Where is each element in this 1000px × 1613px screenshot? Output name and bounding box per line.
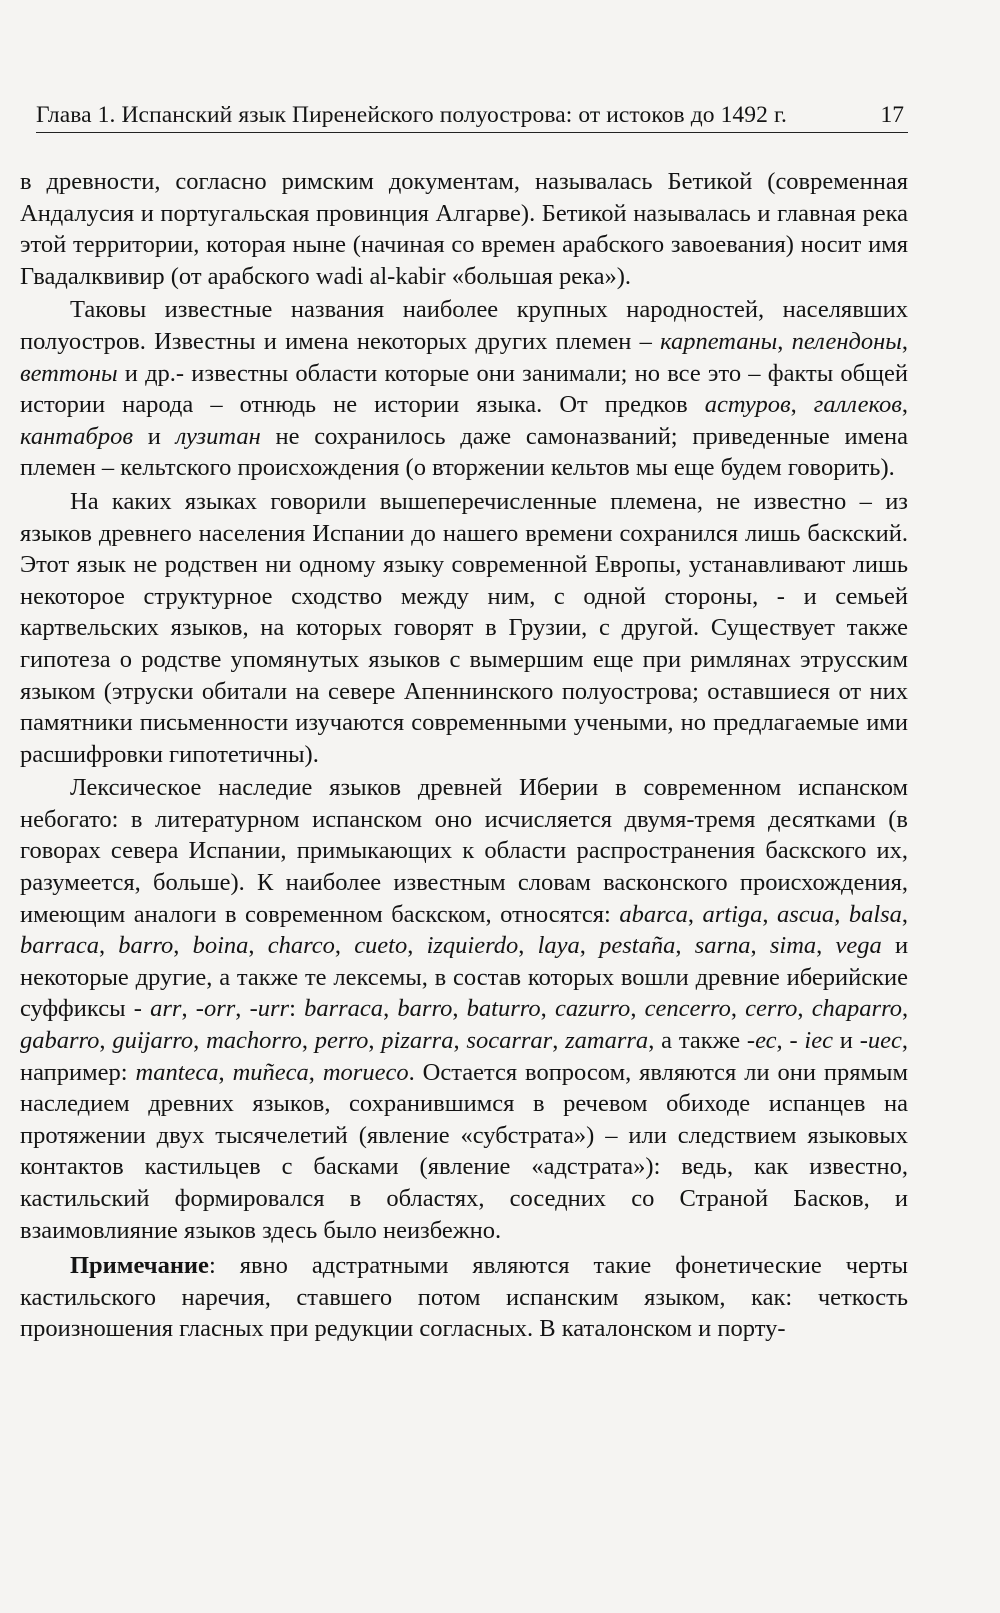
text-run: На каких языках говорили вышеперечисленные племена, не известно – из языков древнего населения Испании до нашего времени сохранился лишь баскский. Этот язык не родствен ни одному языку современной Европы, устанавливают лишь некоторое структурное сходство между ним, с одной стороны, - и семьей картвельских языков, на которых говорят в Грузии, с другой. Существует также гипотеза о родстве упомянутых языков с вымершим еще при римлянах этрусским языком (этруски обитали на севере Апеннинского полуострова; оставшиеся от них памятники письменности изучаются современными учеными, но предлагаемые ими расшифровки гипотетичны). xyxy=(20,487,908,768)
text-run: , xyxy=(452,995,467,1023)
italic-term: пелендоны xyxy=(791,327,902,355)
text-run: , xyxy=(540,995,555,1023)
italic-term: веттоны xyxy=(20,359,118,387)
italic-term: abarca xyxy=(619,900,688,928)
italic-term: лузитан xyxy=(175,422,261,450)
text-run: , xyxy=(407,932,427,960)
italic-term: balsa xyxy=(848,900,902,928)
running-header xyxy=(36,96,908,133)
text-run: : xyxy=(289,995,305,1023)
italic-term: muñeca xyxy=(232,1058,309,1086)
text-run: , xyxy=(173,932,193,960)
text-run: , xyxy=(248,932,268,960)
italic-term: barraca xyxy=(20,932,99,960)
text-run: , xyxy=(193,1027,207,1055)
text-run: , xyxy=(790,391,814,419)
text-run: , xyxy=(901,327,909,355)
italic-term: кантабров xyxy=(20,422,133,450)
italic-term: perro xyxy=(314,1027,369,1055)
text-run: , xyxy=(99,1027,113,1055)
italic-term: -orr xyxy=(195,995,236,1023)
italic-term: morueco xyxy=(322,1058,409,1086)
italic-term: arr xyxy=(150,995,182,1023)
italic-term: cueto xyxy=(354,932,408,960)
text-run: , xyxy=(453,1027,467,1055)
text-run: , xyxy=(675,932,695,960)
paragraph xyxy=(20,772,908,1246)
paragraph xyxy=(20,294,908,484)
italic-term: boina xyxy=(192,932,249,960)
text-run: , xyxy=(797,995,812,1023)
italic-term: sima xyxy=(769,932,817,960)
italic-term: laya xyxy=(537,932,580,960)
italic-term: baturro xyxy=(466,995,541,1023)
text-run: не сохранилось даже самоназваний; приведенные имена племен – кельтского происхождения (о вторжении кельтов мы еще будем говорить). xyxy=(20,422,908,482)
body-text xyxy=(20,166,908,1347)
text-run: Лексическое наследие языков древней Иберии в современном испанском небогато: в литературном испанском оно исчисляется двумя-тремя десятками (в говорах севера Испании, примыкающих к области распространения баскского их, разумеется, больше). К наиболее известным словам васконского происхождения, имеющим аналоги в современном баскском, относятся: xyxy=(20,774,908,928)
paragraph xyxy=(20,486,908,770)
italic-term: izquierdo xyxy=(426,932,519,960)
text-run: , xyxy=(308,1058,323,1086)
italic-term: -uec xyxy=(859,1027,902,1055)
text-run: , xyxy=(518,932,538,960)
text-run: , xyxy=(579,932,600,960)
italic-term: barraca xyxy=(304,995,384,1023)
text-run: . Остается вопросом, являются ли они прямым наследием древних языков, сохранившимся в речевом обиходе испанцев на протяжении двух тысячелетий (явление «субстрата») – или следствием языковых контактов кастильцев с басками (явление «адстрата»): ведь, как известно, кастильский формировался в областях, соседних со Страной Басков, и взаимовлияние языков здесь было неизбежно. xyxy=(20,1058,908,1244)
text-run: , xyxy=(368,1027,382,1055)
italic-term: iec xyxy=(804,1027,833,1055)
text-run: , xyxy=(552,1027,566,1055)
page-number: 17 xyxy=(880,102,904,128)
italic-term: chaparro xyxy=(811,995,902,1023)
note-paragraph xyxy=(20,1250,908,1345)
text-run: , xyxy=(98,932,119,960)
text-run: , xyxy=(334,932,355,960)
text-run: , xyxy=(901,900,909,928)
text-run: , xyxy=(762,900,778,928)
text-run: , xyxy=(777,327,792,355)
chapter-title: Глава 1. Испанский язык Пиренейского полуострова: от истоков до 1492 г. xyxy=(36,102,788,128)
italic-term: астуров xyxy=(704,391,791,419)
text-run: : явно адстратными являются такие фонетические черты кастильского наречия, ставшего потом испанским языком, как: четкость произношения гласных при редукции согласных. В каталонском и порту- xyxy=(20,1252,908,1343)
paragraph xyxy=(20,166,908,292)
text-run: , xyxy=(181,995,196,1023)
italic-term: charco xyxy=(267,932,335,960)
text-run: , xyxy=(218,1058,233,1086)
italic-term: cazurro xyxy=(554,995,631,1023)
italic-term: machorro xyxy=(206,1027,302,1055)
text-run: , xyxy=(687,900,703,928)
italic-term: guijarro xyxy=(112,1027,194,1055)
text-run: и некоторые другие, а также те лексемы, в состав которых вошли древние иберийские суффиксы - xyxy=(20,932,909,1023)
text-run: , xyxy=(816,932,836,960)
italic-term: cerro xyxy=(745,995,798,1023)
text-run: , например: xyxy=(20,1027,909,1086)
text-run: , - xyxy=(776,1027,805,1055)
italic-term: ascua xyxy=(777,900,835,928)
text-run: , а также xyxy=(648,1027,747,1055)
italic-term: vega xyxy=(835,932,882,960)
bold-term: Примечание xyxy=(70,1252,209,1280)
italic-term: pizarra xyxy=(381,1027,454,1055)
text-run: , xyxy=(901,391,908,419)
text-run: , xyxy=(235,995,250,1023)
text-run: , xyxy=(630,995,645,1023)
text-run: , xyxy=(834,900,849,928)
italic-term: manteca xyxy=(135,1058,219,1086)
italic-term: sarna xyxy=(694,932,751,960)
text-run: и др.- известны области которые они занимали; но все это – факты общей истории народа – отнюдь не истории языка. От предков xyxy=(20,359,908,419)
italic-term: -ес xyxy=(746,1027,777,1055)
text-run: , xyxy=(750,932,770,960)
italic-term: -urr xyxy=(249,995,290,1023)
text-run: , xyxy=(730,995,746,1023)
italic-term: socarrar xyxy=(466,1027,553,1055)
italic-term: zamarra xyxy=(565,1027,649,1055)
text-run: в древности, согласно римским документам, называлась Бетикой (современная Андалусия и португальская провинция Алгарве). Бетикой называлась и главная река этой территории, которая ныне (начиная со времен арабского завоевания) носит имя Гвадалквивир (от арабского wadi al-kabir «большая река»). xyxy=(20,168,908,290)
italic-term: barro xyxy=(118,932,174,960)
text-run: , xyxy=(301,1027,315,1055)
text-run: и xyxy=(832,1027,860,1055)
text-run: , xyxy=(901,995,909,1023)
italic-term: карпетаны xyxy=(660,327,778,355)
italic-term: gabarro xyxy=(20,1027,100,1055)
italic-term: pestaña xyxy=(599,932,676,960)
italic-term: cencerro xyxy=(644,995,731,1023)
text-run: и xyxy=(132,422,176,450)
text-run: , xyxy=(383,995,398,1023)
italic-term: barro xyxy=(397,995,453,1023)
text-run: Таковы известные названия наиболее крупных народностей, населявших полуостров. Известны и имена некоторых других племен – xyxy=(20,296,908,355)
italic-term: галлеков xyxy=(813,391,902,419)
italic-term: artiga xyxy=(702,900,763,928)
